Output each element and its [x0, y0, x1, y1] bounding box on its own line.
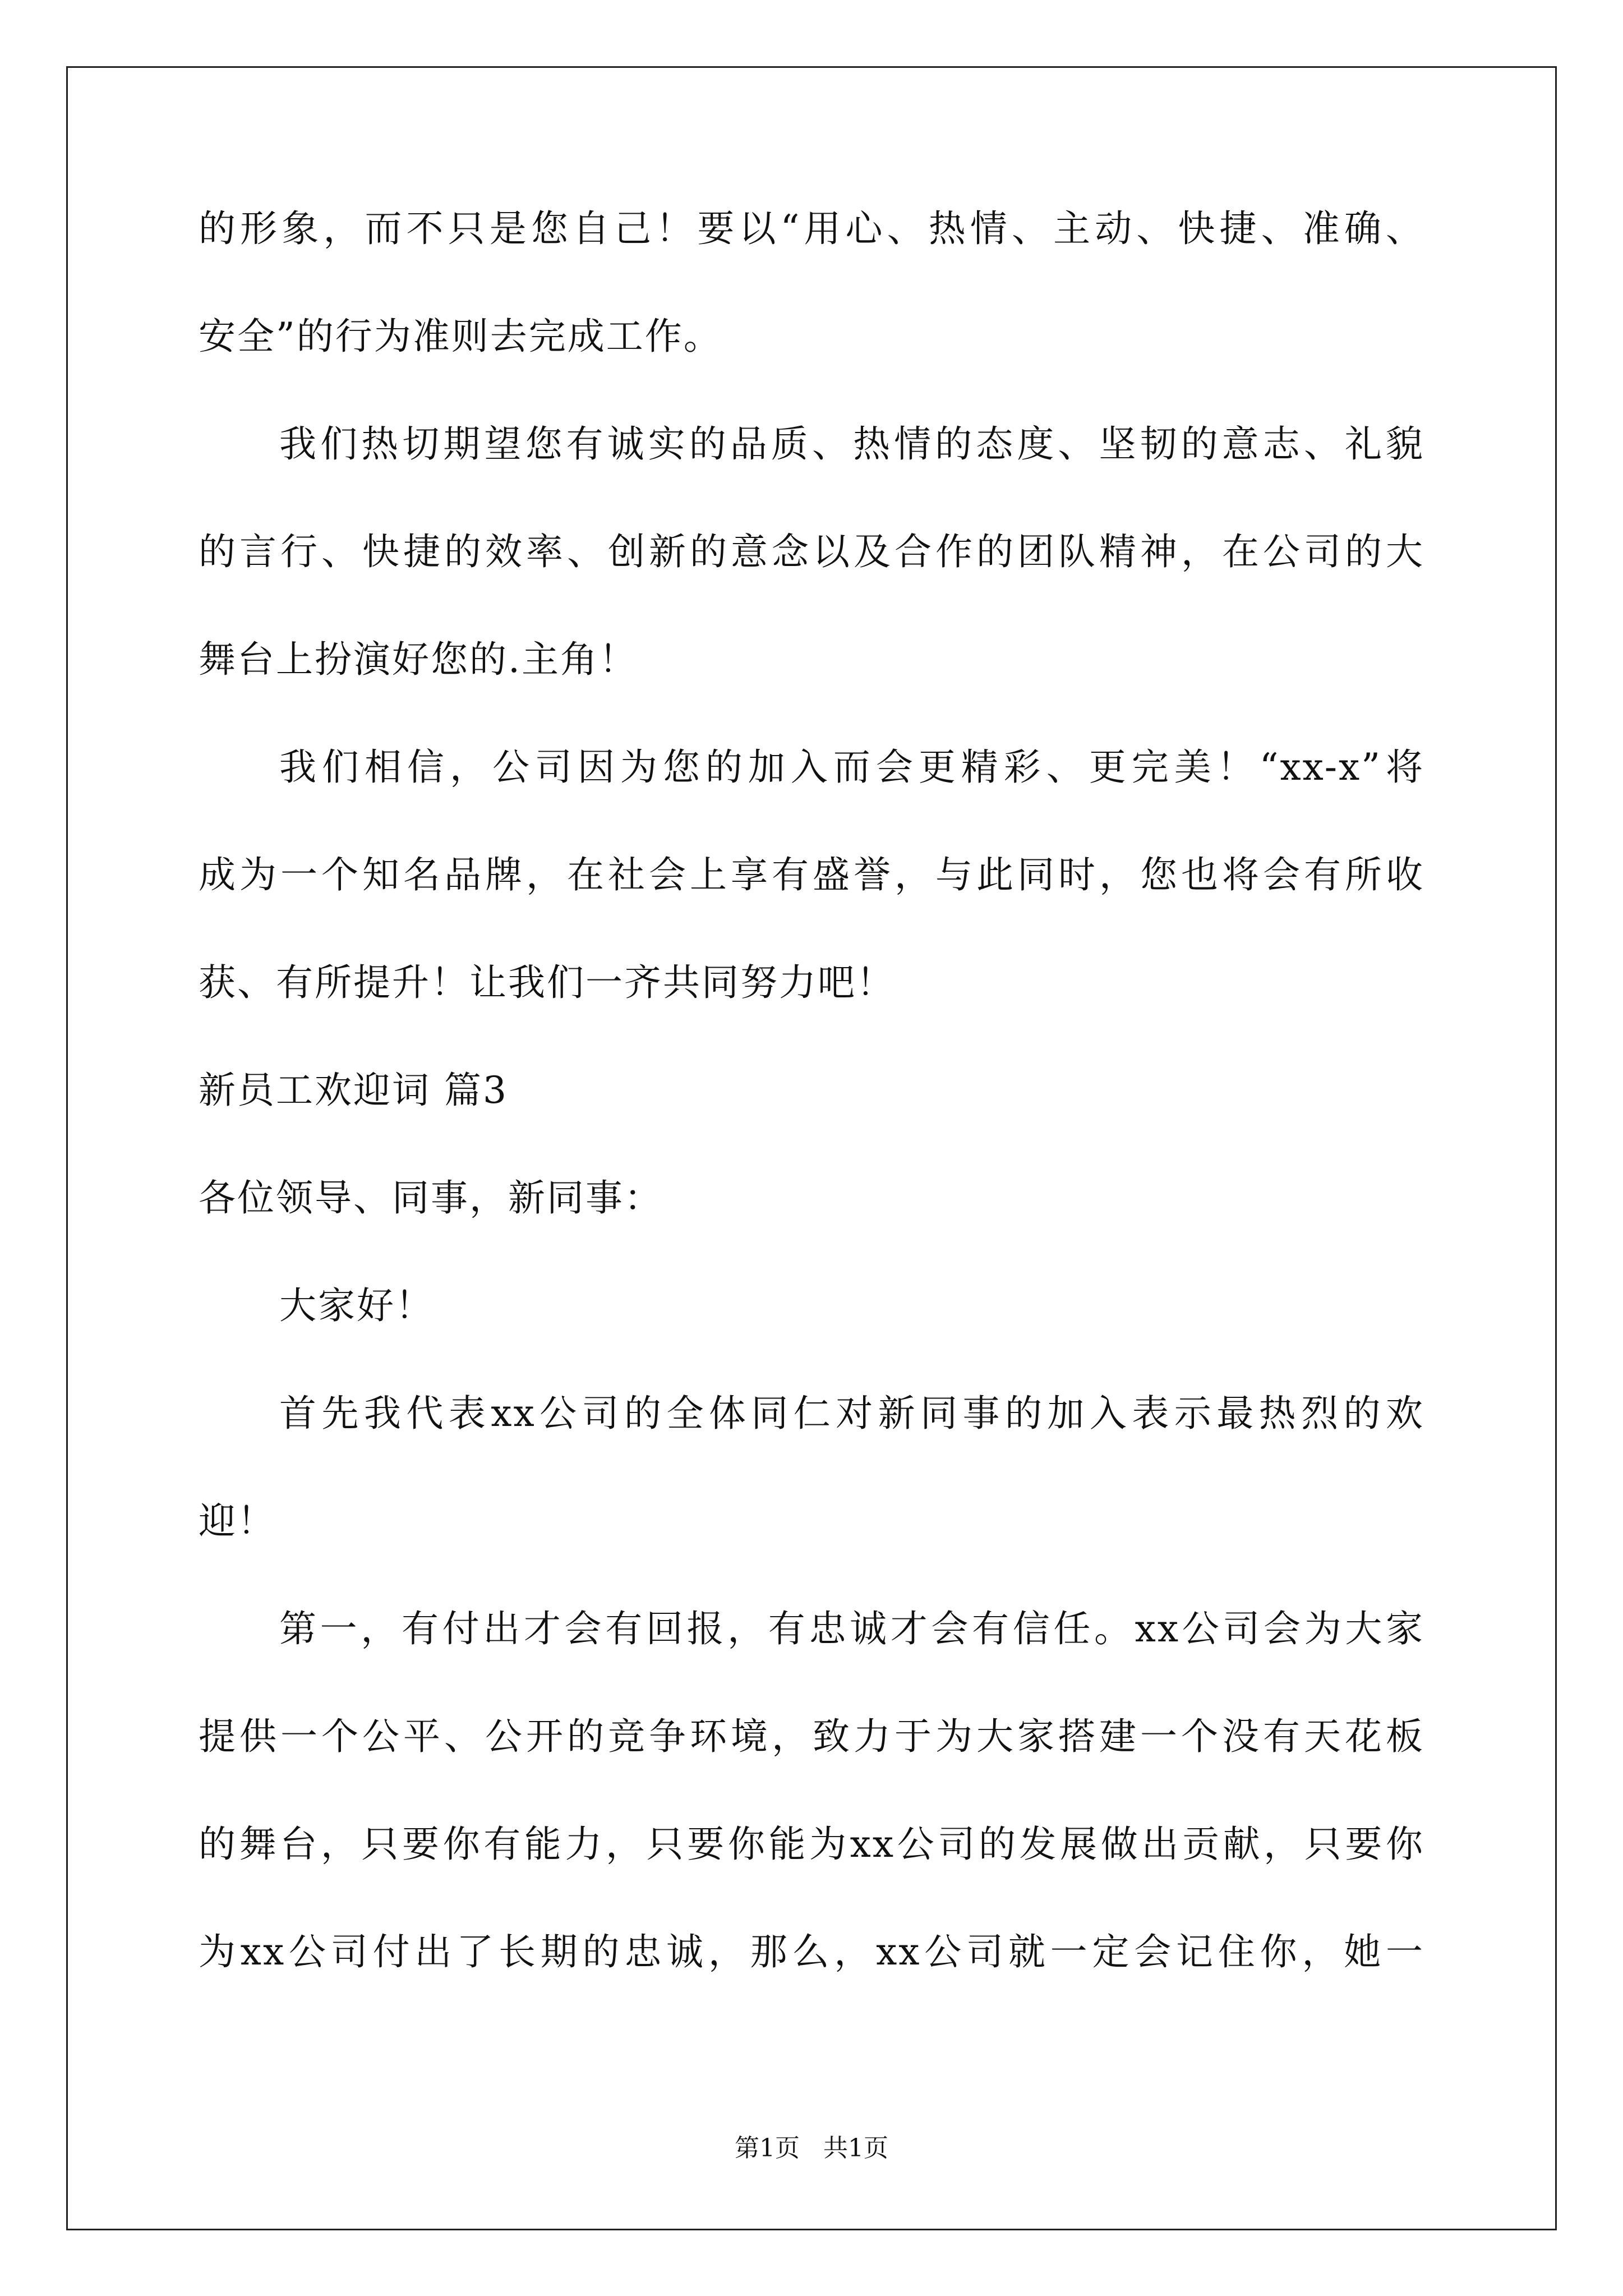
- salutation: 各位领导、同事，新同事：: [199, 1176, 663, 1220]
- section-heading: 新员工欢迎词 篇3: [199, 1069, 508, 1112]
- body-line: 我们热切期望您有诚实的品质、热情的态度、坚韧的意志、礼貌: [279, 422, 1424, 466]
- body-line: 的舞台，只要你有能力，只要你能为xx公司的发展做出贡献，只要你: [199, 1823, 1424, 1866]
- body-line: 舞台上扮演好您的.主角！: [199, 638, 638, 681]
- greeting: 大家好！: [279, 1284, 434, 1327]
- body-line: 提供一个公平、公开的竞争环境，致力于为大家搭建一个没有天花板: [199, 1715, 1424, 1758]
- body-line: 的形象，而不只是您自己！要以“用心、热情、主动、快捷、准确、: [199, 207, 1424, 250]
- page-footer: 第1页 共1页: [735, 2134, 888, 2162]
- body-line: 迎！: [199, 1499, 276, 1543]
- body-line: 首先我代表xx公司的全体同仁对新同事的加入表示最热烈的欢: [279, 1392, 1424, 1435]
- document-body: [199, 202, 1424, 1979]
- body-line: 成为一个知名品牌，在社会上享有盛誉，与此同时，您也将会有所收: [199, 853, 1424, 896]
- body-line: 我们相信，公司因为您的加入而会更精彩、更完美！“xx-x”将: [279, 746, 1424, 789]
- body-line: 安全”的行为准则去完成工作。: [199, 315, 722, 358]
- body-line: 为xx公司付出了长期的忠诚，那么，xx公司就一定会记住你，她一: [199, 1930, 1424, 1973]
- body-line: 获、有所提升！让我们一齐共同努力吧！: [199, 961, 895, 1004]
- body-line: 第一，有付出才会有回报，有忠诚才会有信任。xx公司会为大家: [279, 1607, 1424, 1650]
- body-line: 的言行、快捷的效率、创新的意念以及合作的团队精神，在公司的大: [199, 530, 1424, 573]
